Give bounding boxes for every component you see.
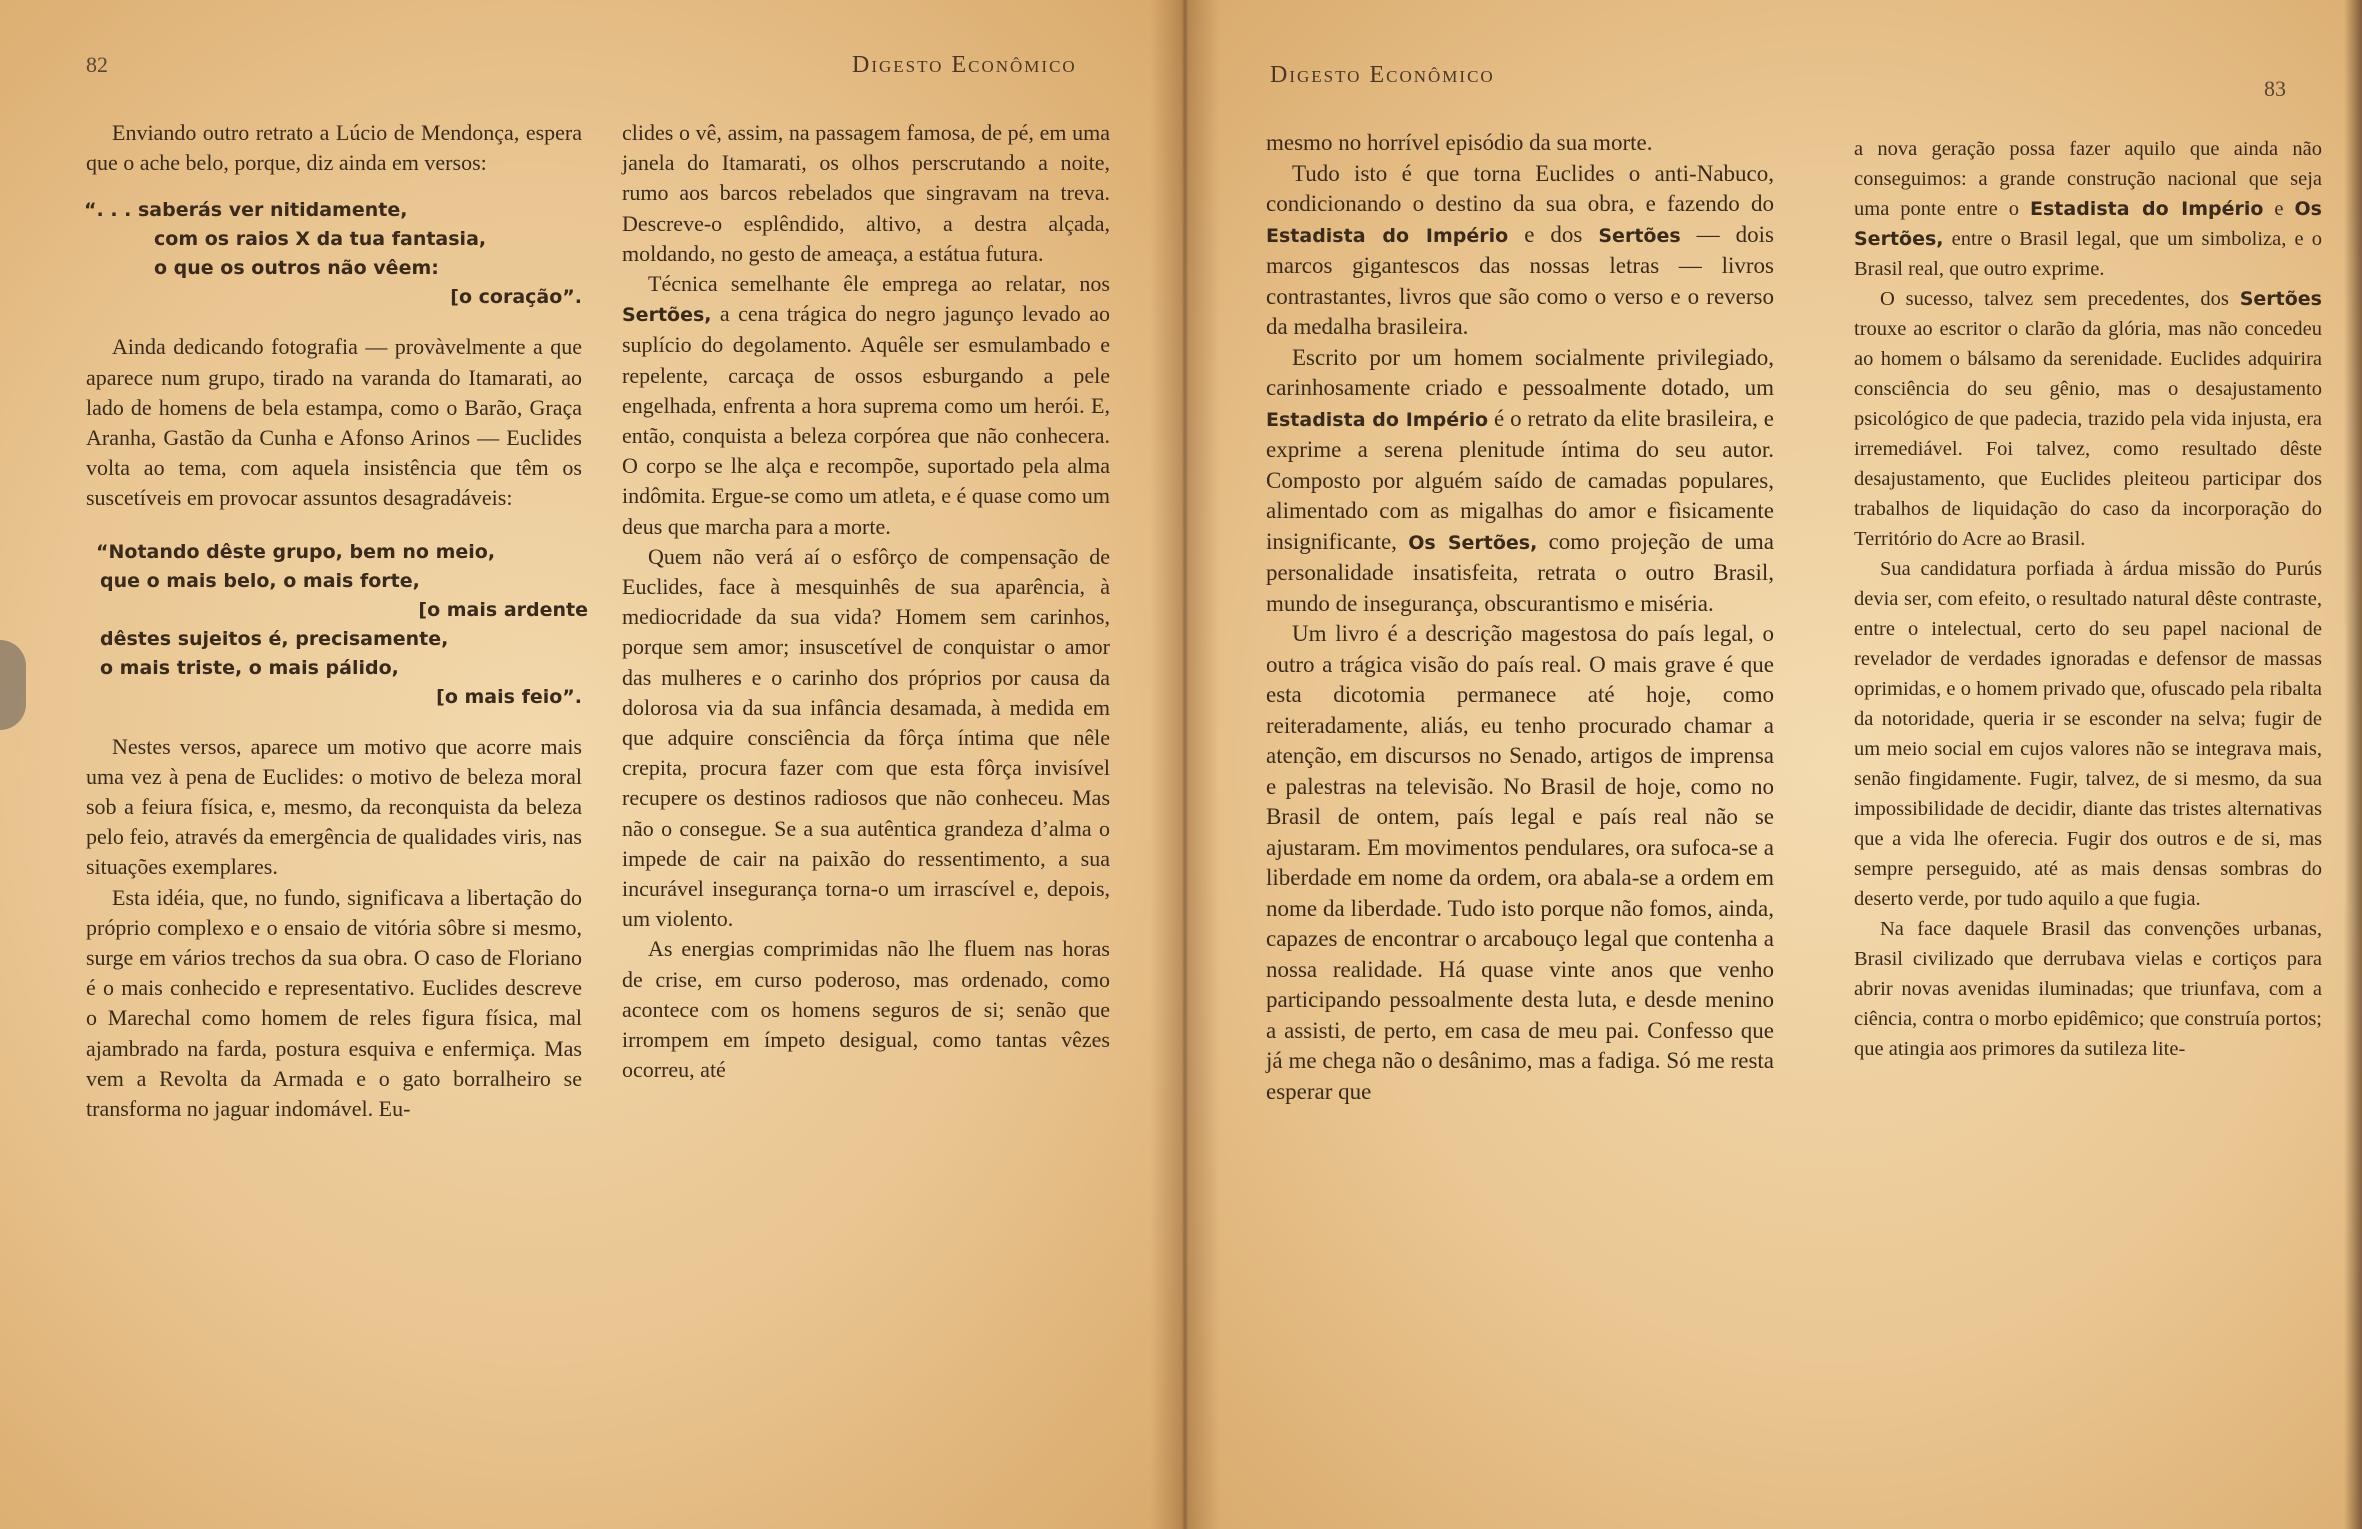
verse-line: “. . . saberás ver nitidamente, xyxy=(84,199,408,222)
text-run: é o retrato da elite brasileira, e exprime a serena plenitude íntima do seu autor. Composto por alguém saído de camadas populares, alimentado com as migalhas do amor e fìsicamente insignificante, xyxy=(1266,405,1774,554)
text-run: Técnica semelhante êle emprega ao relatar, nos xyxy=(648,271,1110,297)
text-run: e xyxy=(2263,198,2295,220)
verse-line: que o mais belo, o mais forte, xyxy=(100,569,420,592)
bold-title: Sertões, xyxy=(622,304,712,327)
paragraph: mesmo no horrível episódio da sua morte. xyxy=(1266,130,1653,155)
bold-title: Sertões xyxy=(2239,288,2322,310)
paragraph xyxy=(1854,284,2322,554)
page-edge-shadow xyxy=(2344,0,2362,1529)
text-run: Escrito por um homem socialmente privilegiado, carinhosamente criado e pessoalmente dotado, um xyxy=(1266,344,1774,400)
bold-title: Estadista do Império xyxy=(1266,408,1489,431)
running-head-right: Digesto Econômico xyxy=(1270,62,1495,88)
verse-line: o mais triste, o mais pálido, xyxy=(100,656,399,679)
verse-line: com os raios X da tua fantasia, xyxy=(154,228,487,251)
paragraph xyxy=(622,269,1110,542)
verse-block-1 xyxy=(86,196,582,312)
right-column-2 xyxy=(1854,134,2322,1064)
paragraph: As energias comprimidas não lhe fluem nas horas de crise, em curso poderoso, mas ordenado, como acontece com os homens seguros de si; senão que irrompem em ímpeto desigual, como tantas vêzes ocorreu, até xyxy=(622,936,1110,1083)
verse-line: “Notando dêste grupo, bem no meio, xyxy=(96,540,496,563)
bold-title: Os Sertões, xyxy=(1854,198,2322,250)
text-run: como projeção de uma personalidade insatisfeita, retrata o outro Brasil, mundo de insegurança, obscurantismo e miséria. xyxy=(1266,528,1774,616)
paragraph: Enviando outro retrato a Lúcio de Mendonça, espera que o ache belo, porque, diz ainda em versos: xyxy=(86,120,582,176)
page-tab-mark xyxy=(0,640,26,730)
text-run: — dois marcos gigantescos das nossas letras — livros contrastantes, livros que são como o verso e o reverso da medalha brasileira. xyxy=(1266,221,1774,339)
bold-title: Estadista do Império xyxy=(1266,224,1509,247)
paragraph xyxy=(1266,343,1774,620)
verse-line: o que os outros não vêem: xyxy=(154,257,439,280)
paragraph: Um livro é a descrição magestosa do país legal, o outro a trágica visão do país real. O mais grave é que esta dicotomia permanece até hoje, como reiteradamente, aliás, eu tenho procurado chamar a atenção, em discursos no Senado, artigos de imprensa e palestras na televisão. No Brasil de hoje, como no Brasil de ontem, país legal e país real não se ajustaram. Em movimentos pendulares, ora sufoca-se a liberdade em nome da ordem, ora abala-se a ordem em nome da liberdade. Tudo isto porque não fomos, ainda, capazes de encontrar o arcabouço legal que contenha a nossa realidade. Há quase vinte anos que venho participando pessoalmente desta luta, e desde menino a assisti, de perto, em casa de meu pai. Confesso que já me chega não o desânimo, mas a fadiga. Só me resta esperar que xyxy=(1266,621,1774,1104)
verse-block-2 xyxy=(86,538,588,712)
paragraph: Nestes versos, aparece um motivo que acorre mais uma vez à pena de Euclides: o motivo de beleza moral sob a feiura física, e, mesmo, da reconquista da beleza pelo feio, através da emergência de qualidades viris, nas situações exemplares. xyxy=(86,733,582,880)
text-run: a nova geração possa fazer aquilo que ainda não conseguimos: a grande construção nacional que seja uma ponte entre o xyxy=(1854,138,2322,220)
bold-title: Sertões xyxy=(1598,224,1681,247)
running-head-left: Digesto Econômico xyxy=(852,52,1077,78)
left-column-1 xyxy=(84,118,588,1124)
verse-line: dêstes sujeitos é, precisamente, xyxy=(100,627,449,650)
text-run: O sucesso, talvez sem precedentes, dos xyxy=(1880,288,2240,310)
bold-title: Os Sertões, xyxy=(1408,531,1538,554)
paragraph xyxy=(1266,159,1774,343)
text-run: a cena trágica do negro jagunço levado ao suplício do degolamento. Aquêle ser esmulambado e repelente, carcaça de ossos esburgando a pele engelhada, enfrenta a hora suprema como um herói. E, então, conquista a beleza corpórea que não conhecera. O corpo se lhe alça e recompõe, suportado pela alma indômita. Ergue-se como um atleta, e é quase como um deus que marcha para a morte. xyxy=(622,301,1110,539)
text-run: e dos xyxy=(1508,221,1599,247)
paragraph: Ainda dedicando fotografia — provàvelmente a que aparece num grupo, tirado na varanda do Itamarati, ao lado de homens de bela estampa, como o Barão, Graça Aranha, Gastão da Cunha e Afonso Arinos — Euclides volta ao tema, com aquela insistência que têm os suscetíveis em provocar assuntos desagradáveis: xyxy=(86,334,582,511)
page-number-right: 83 xyxy=(2264,76,2286,101)
text-run: trouxe ao escritor o clarão da glória, mas não concedeu ao homem o bálsamo da serenidade. Euclides adquirira consciência do seu gênio, mas o desajustamento psicológico de que padecia, trazido pela vida injusta, era irremediável. Foi talvez, como resultado dêste desajustamento, que Euclides pleiteou participar dos trabalhos de liquidação do caso da incorporação do Território do Acre ao Brasil. xyxy=(1854,318,2322,550)
page-number-left: 82 xyxy=(86,52,108,77)
paragraph: Esta idéia, que, no fundo, significava a libertação do próprio complexo e o ensaio de vitória sôbre si mesmo, surge em vários trechos da sua obra. O caso de Floriano é o mais conhecido e representativo. Euclides descreve o Marechal como homem de reles figura física, mal ajambrado na farda, postura esquiva e enfermiça. Mas vem a Revolta da Armada e o gato borralheiro se transforma no jaguar indomável. Eu- xyxy=(86,884,582,1122)
right-page xyxy=(1184,0,2362,1529)
paragraph: Na face daquele Brasil das convenções urbanas, Brasil civilizado que derrubava vielas e cortiços para abrir novas avenidas iluminadas; que triunfava, com a ciência, contra o morbo epidêmico; que construía portos; que atingia aos primores da sutileza lite- xyxy=(1854,918,2322,1060)
text-run: Tudo isto é que torna Euclides o anti-Nabuco, condicionando o destino da sua obra, e fazendo do xyxy=(1266,160,1774,216)
verse-line: [o coração”. xyxy=(450,286,582,309)
verse-line: [o mais ardente xyxy=(418,598,588,621)
paragraph: clides o vê, assim, na passagem famosa, de pé, em uma janela do Itamarati, os olhos perscrutando a noite, rumo aos barcos rebelados que singravam na treva. Descreve-o esplêndido, altivo, a destra alçada, moldando, no gesto de ameaça, a estátua futura. xyxy=(622,120,1110,266)
bold-title: Estadista do Império xyxy=(2030,198,2264,220)
verse-line: [o mais feio”. xyxy=(436,685,582,708)
left-column-2 xyxy=(622,118,1110,1086)
right-column-1 xyxy=(1266,128,1774,1107)
paragraph: Quem não verá aí o esfôrço de compensação de Euclides, face à mesquinhês de sua aparência, à mediocridade da sua vida? Homem sem carinhos, porque sem amor; insuscetível de conquistar o amor das mulheres e o carinho dos próprios por causa da dolorosa via da sua infância desamada, à medida em que adquire consciência da fôrça íntima que nêle crepita, procura fazer com que esta fôrça invisível recupere os destinos radiosos que não conheceu. Mas não o consegue. Se a sua autêntica grandeza d’alma o impede de cair na paixão do ressentimento, a sua incurável insegurança torna-o um irrascível e, depois, um violento. xyxy=(622,543,1110,932)
paragraph xyxy=(1854,134,2322,284)
text-run: entre o Brasil legal, que um simboliza, e o Brasil real, que outro exprime. xyxy=(1854,228,2322,280)
paragraph: Sua candidatura porfiada à árdua missão do Purús devia ser, com efeito, o resultado natural dêste contraste, entre o intelectual, certo do seu papel nacional de revelador de verdades ignoradas e defensor de massas oprimidas, e o homem privado que, ofuscado pela ribalta da notoridade, queria ir se esconder na selva; fugir de um meio social em cujos valores não se integrava mais, senão fingidamente. Fugir, talvez, de si mesmo, da sua impossibilidade de decidir, diante das tristes alternativas que a vida lhe oferecia. Fugir dos outros e de si, mas sempre perseguido, até as mais densas sombras do deserto verde, por tudo aquilo a que fugia. xyxy=(1854,558,2322,910)
